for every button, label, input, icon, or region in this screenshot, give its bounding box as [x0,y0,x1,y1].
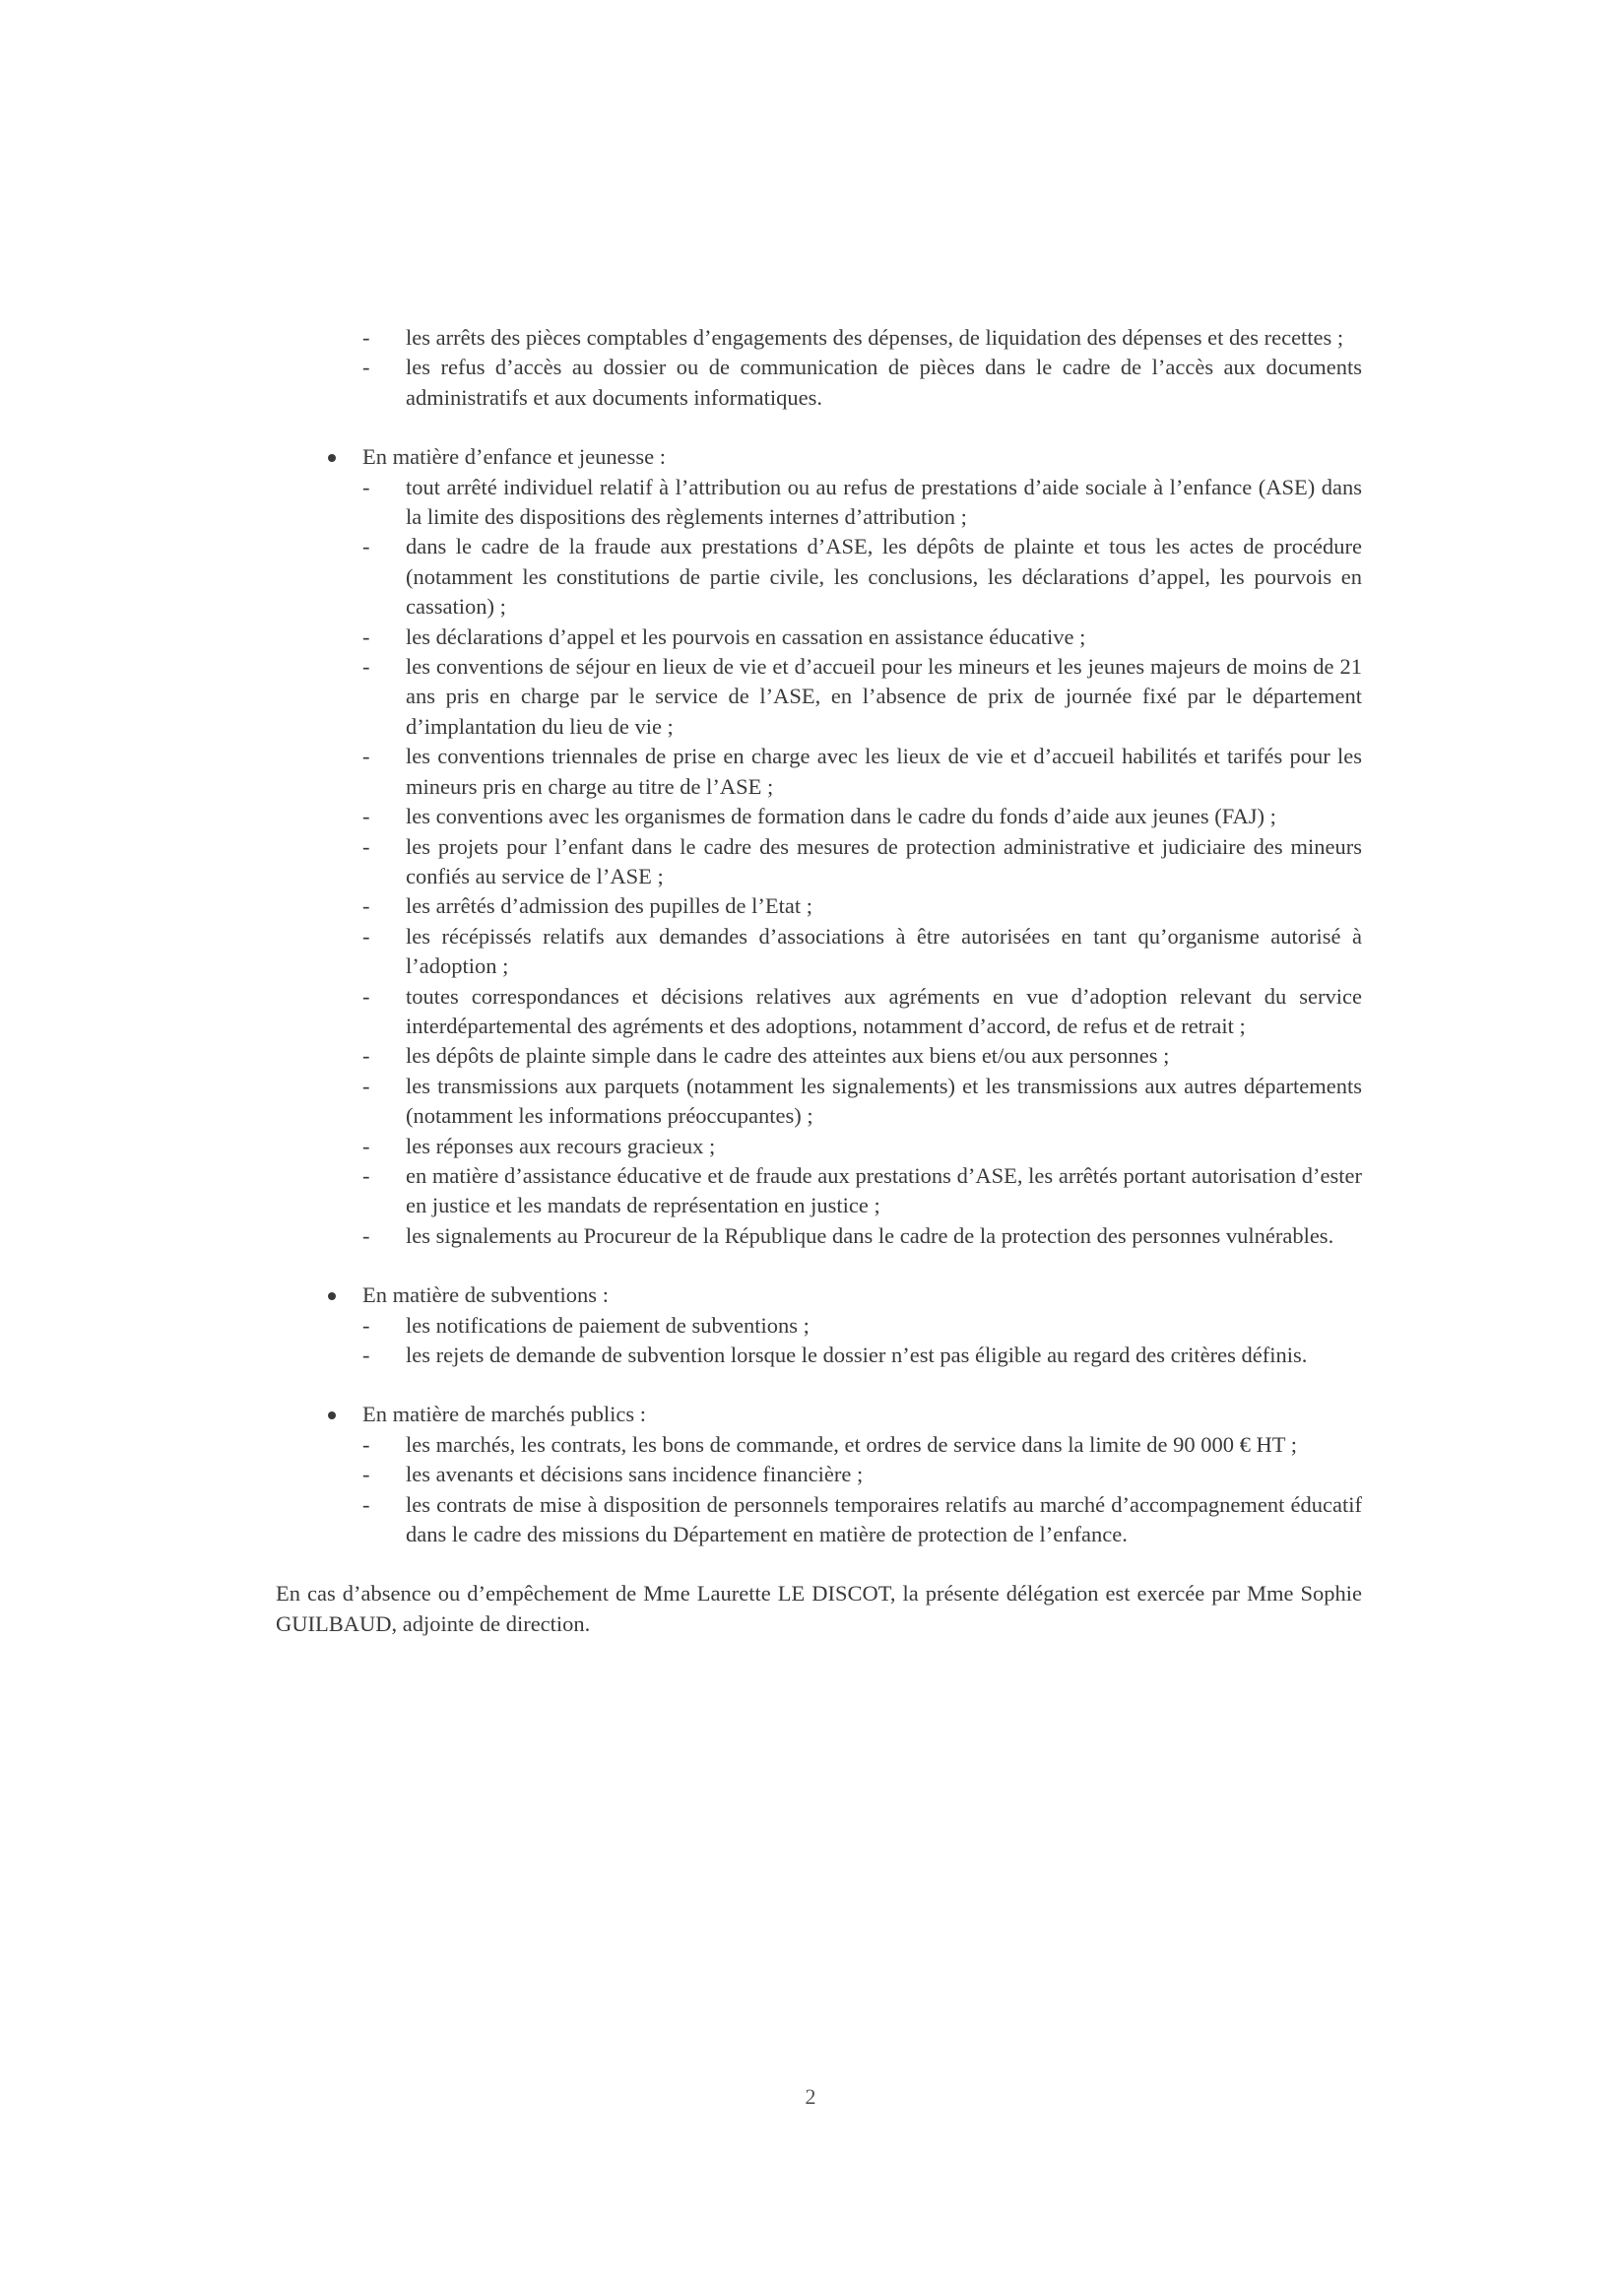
document-body [276,323,1362,1662]
section-subventions [276,1280,1362,1370]
list-item: - toutes correspondances et décisions relatives aux agréments en vue d’adoption relevant du service interdépartemental des agréments et des adoptions, notamment d’accord, de refus et de retrait ; [276,982,1362,1042]
list-item: - les projets pour l’enfant dans le cadre des mesures de protection administrative et judiciaire des mineurs confiés au service de l’ASE ; [276,832,1362,892]
list-item: - les déclarations d’appel et les pourvois en cassation en assistance éducative ; [276,623,1362,652]
list-item: - dans le cadre de la fraude aux prestations d’ASE, les dépôts de plainte et tous les actes de procédure (notamment les constitutions de partie civile, les conclusions, les déclarations d’appel, les pourvois en cassation) ; [276,532,1362,622]
bullet-icon [328,454,336,462]
section-heading: En matière de subventions : [362,1282,609,1308]
list-item: - les contrats de mise à disposition de personnels temporaires relatifs au marché d’accompagnement éducatif dans le cadre des missions du Département en matière de protection de l’enfance. [276,1490,1362,1550]
list-item: - en matière d’assistance éducative et de fraude aux prestations d’ASE, les arrêtés portant autorisation d’ester en justice et les mandats de représentation en justice ; [276,1161,1362,1221]
section-list [276,1311,1362,1371]
list-item: - les conventions avec les organismes de formation dans le cadre du fonds d’aide aux jeunes (FAJ) ; [276,802,1362,831]
list-item: - les arrêtés d’admission des pupilles de l’Etat ; [276,891,1362,921]
list-item: - les refus d’accès au dossier ou de communication de pièces dans le cadre de l’accès aux documents administratifs et aux documents informatiques. [276,353,1362,413]
section-heading: En matière d’enfance et jeunesse : [362,444,666,470]
list-item: - les notifications de paiement de subventions ; [276,1311,1362,1341]
list-item: - les conventions triennales de prise en charge avec les lieux de vie et d’accueil habilités et tarifés pour les mineurs pris en charge au titre de l’ASE ; [276,742,1362,802]
list-item: - les rejets de demande de subvention lorsque le dossier n’est pas éligible au regard des critères définis. [276,1341,1362,1370]
page-number: 2 [805,2084,816,2109]
list-item: - les signalements au Procureur de la République dans le cadre de la protection des personnes vulnérables. [276,1221,1362,1251]
list-item: - tout arrêté individuel relatif à l’attribution ou au refus de prestations d’aide sociale à l’enfance (ASE) dans la limite des dispositions des règlements internes d’attribution ; [276,473,1362,533]
section-heading: En matière de marchés publics : [362,1402,647,1427]
section-list [276,473,1362,1252]
list-item: - les transmissions aux parquets (notamment les signalements) et les transmissions aux autres départements (notamment les informations préoccupantes) ; [276,1072,1362,1132]
bullet-icon [328,1292,336,1300]
bullet-icon [328,1411,336,1419]
section-enfance-jeunesse [276,442,1362,1251]
list-item: - les récépissés relatifs aux demandes d’associations à être autorisées en tant qu’organisme autorisé à l’adoption ; [276,922,1362,982]
list-item: - les conventions de séjour en lieux de vie et d’accueil pour les mineurs et les jeunes majeurs de moins de 21 ans pris en charge par le service de l’ASE, en l’absence de prix de journée fixé par le département d’implantation du lieu de vie ; [276,652,1362,742]
intro-list [276,323,1362,413]
list-item: - les marchés, les contrats, les bons de commande, et ordres de service dans la limite de 90 000 € HT ; [276,1430,1362,1460]
section-list [276,1430,1362,1550]
list-item: - les réponses aux recours gracieux ; [276,1132,1362,1161]
closing-paragraph: En cas d’absence ou d’empêchement de Mme Laurette LE DISCOT, la présente délégation est exercée par Mme Sophie GUILBAUD, adjointe de direction. [276,1581,1362,1636]
section-marches-publics [276,1400,1362,1549]
list-item: - les arrêts des pièces comptables d’engagements des dépenses, de liquidation des dépenses et des recettes ; [276,323,1362,353]
list-item: - les avenants et décisions sans incidence financière ; [276,1460,1362,1489]
list-item: - les dépôts de plainte simple dans le cadre des atteintes aux biens et/ou aux personnes ; [276,1041,1362,1071]
